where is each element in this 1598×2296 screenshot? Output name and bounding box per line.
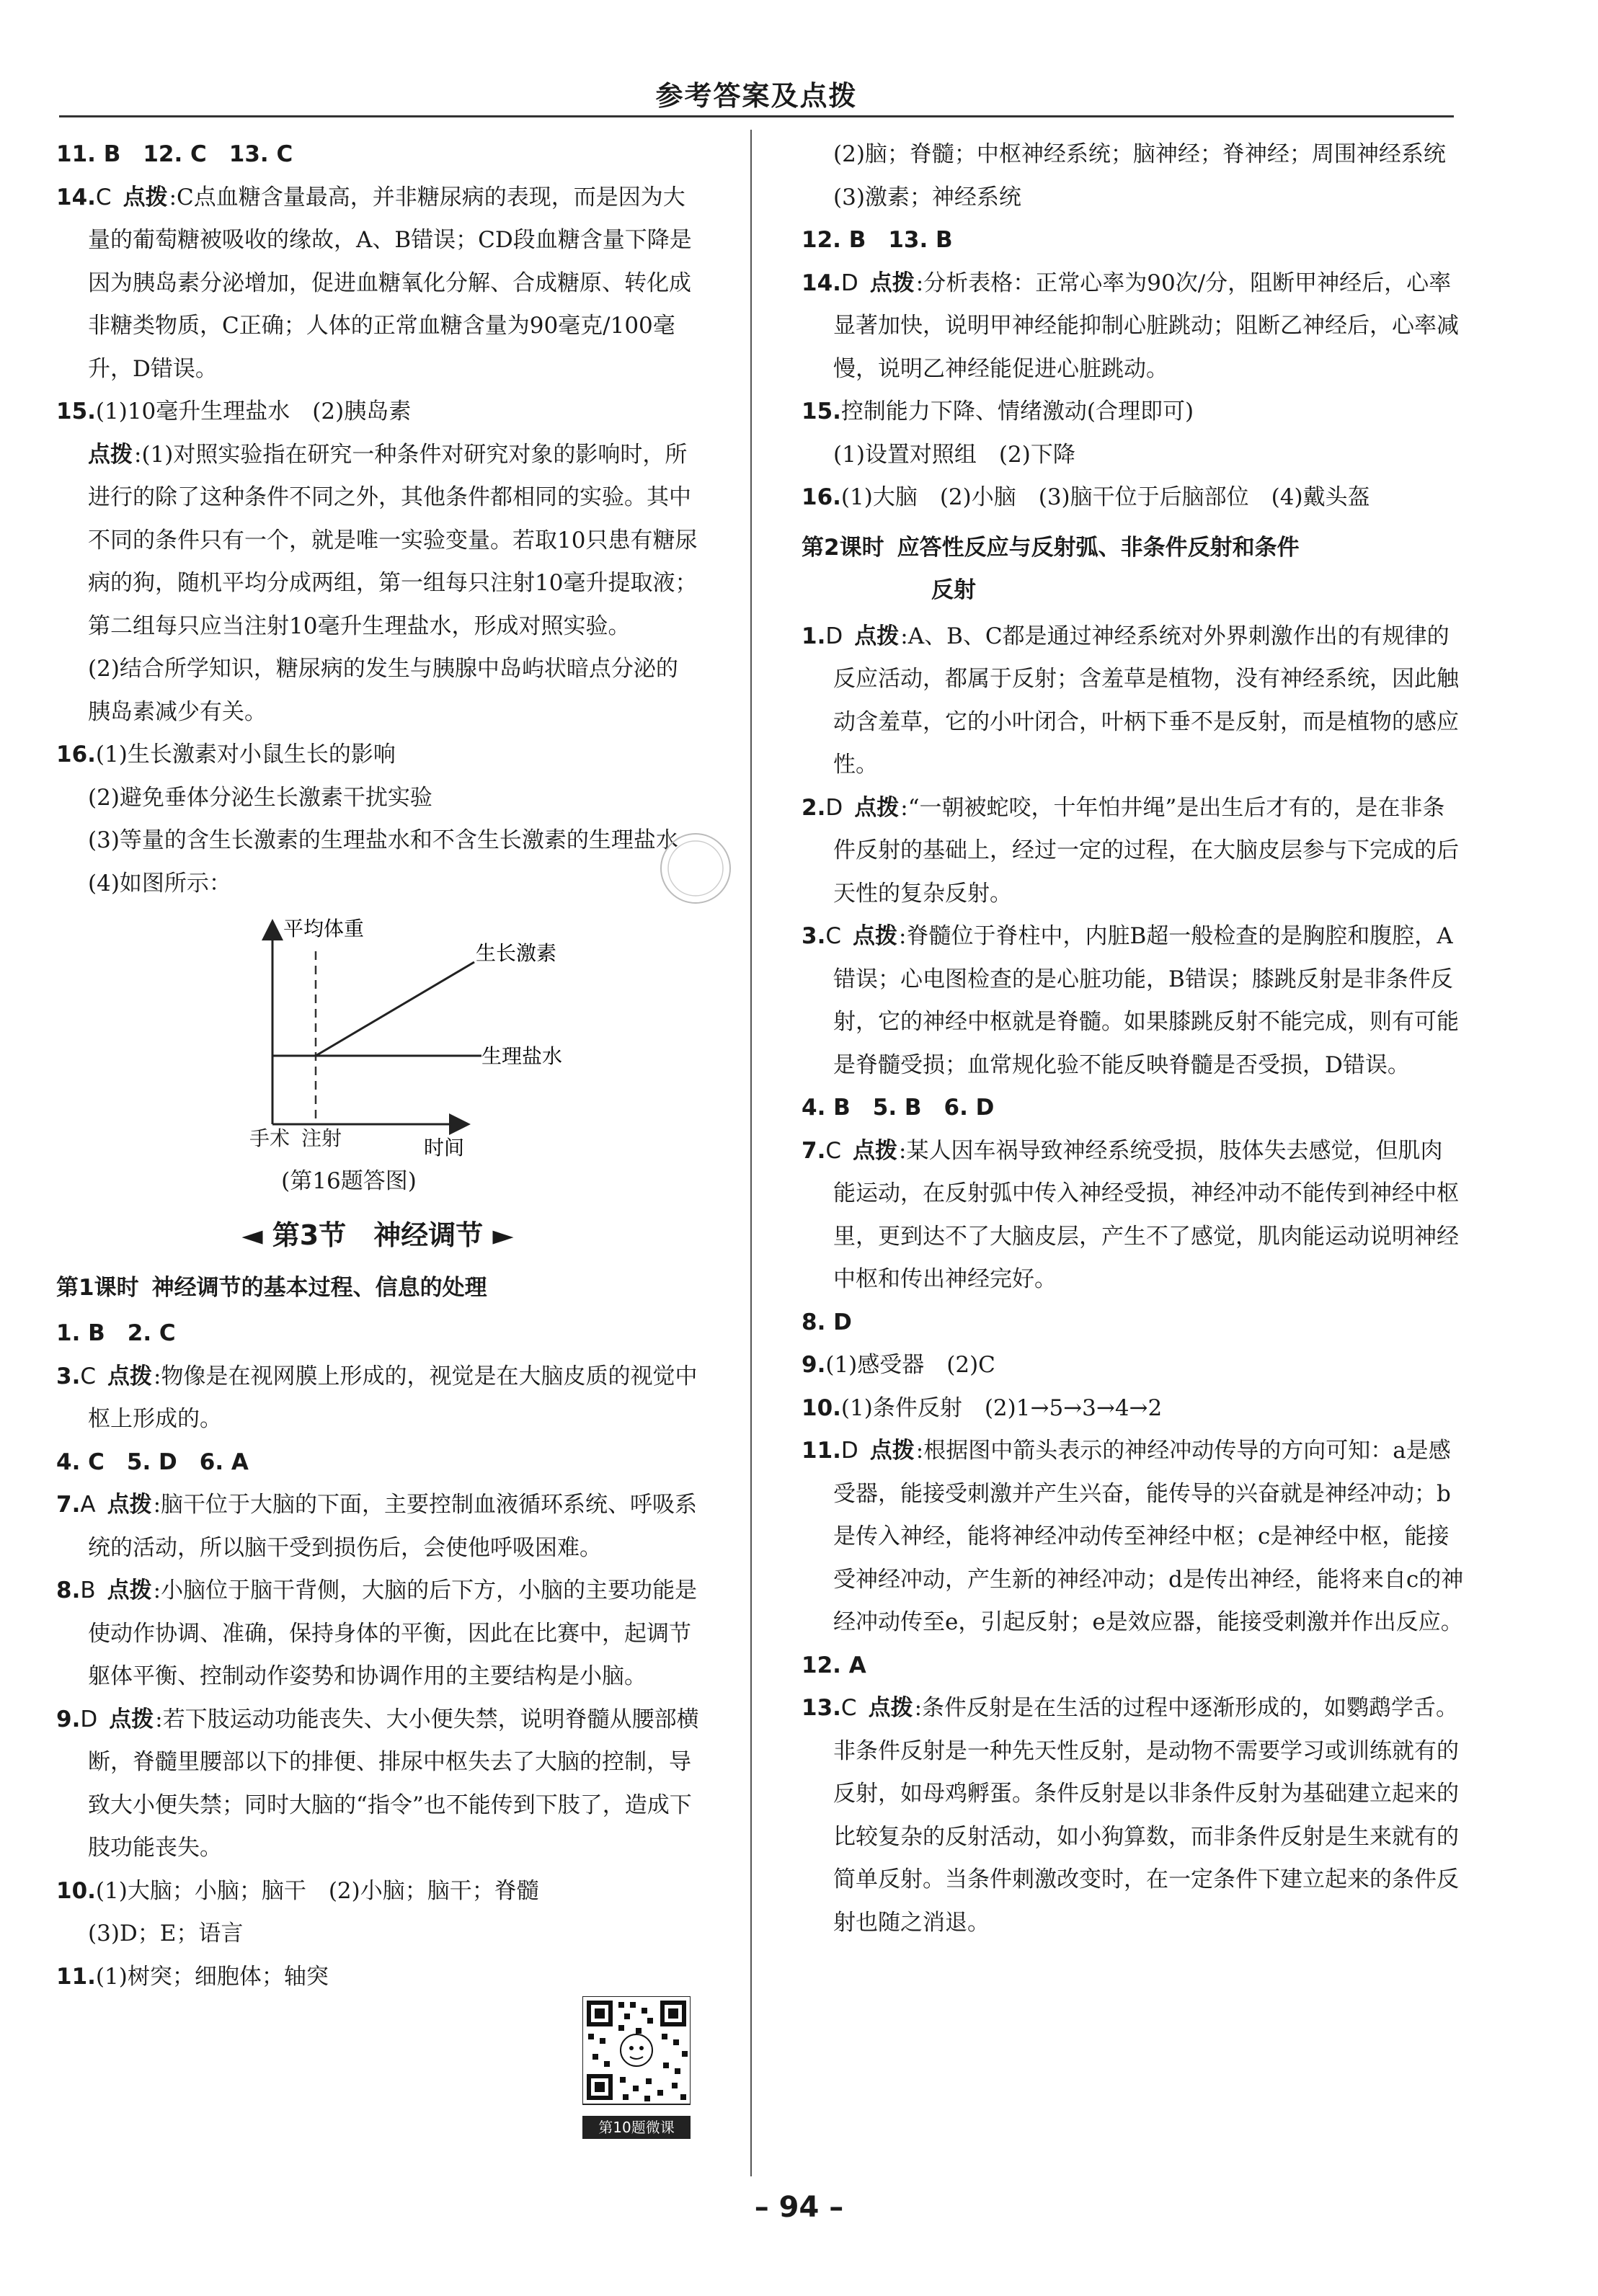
page-header-title: 参考答案及点拨 (655, 80, 858, 112)
lesson2-answer-12: 12. A (802, 1652, 866, 1678)
lesson1-answer-10: 10.(1)大脑；小脑；脑干 (2)小脑；脑干；脊髓 (56, 1877, 539, 1904)
answer-15-tip-1: 点拨:(1)对照实验指在研究一种条件对研究对象的影响时，所进行的除了这种条件不同之外，其他条件都相同的实验。其中不同的条件只有一个，就是唯一实验变量。若取10只患有糖尿病的狗，随机平均分成两组，第一组每只注射10毫升提取液；第二组每只应当注射10毫升生理盐水，形成对照实验。 (88, 441, 698, 639)
surgery-mark-label: 手术 (249, 1126, 290, 1150)
lesson1-answer-4-6: 4. C 5. D 6. A (56, 1449, 249, 1475)
lesson-1-title: 第1课时 神经调节的基本过程、信息的处理 (56, 1274, 487, 1301)
answer-15-right: 15.控制能力下降、情绪激动(合理即可) (802, 399, 1194, 424)
figure-16-caption: (第16题答图) (281, 1168, 417, 1194)
answer-16-part-4: (4)如图所示： (88, 870, 231, 896)
lesson1-answer-10-part-3: (3)D；E；语言 (88, 1921, 244, 1946)
page-number: – 94 – (754, 2191, 844, 2224)
lesson2-answer-7: 7.C 点拨:某人因车祸导致神经系统受损，肢体失去感觉，但肌肉能运动，在反射弧中传入神经受损，神经冲动不能传到神经中枢里，更到达不了大脑皮层，产生不了感觉，肌肉能运动说明神经中枢和传出神经完好。 (802, 1137, 1459, 1292)
lesson-2-title: 第2课时 应答性反应与反射弧、非条件反射和条件 反射 (802, 534, 1300, 603)
lesson2-answer-8: 8. D (802, 1309, 852, 1335)
column-divider (750, 130, 752, 2176)
qr-code-label: 第10题微课 (582, 2116, 691, 2139)
right-column (802, 133, 1465, 1944)
lesson2-answer-3: 3.C 点拨:脊髓位于脊柱中，内脏B超一般检查的是胸腔和腹腔，A错误；心电图检查的是心脏功能，B错误；膝跳反射是非条件反射，它的神经中枢就是脊髓。如果膝跳反射不能完成，则有可能是脊髓受损；血常规化验不能反映脊髓是否受损，D错误。 (802, 923, 1459, 1078)
answer-16-part-2: (2)避免垂体分泌生长激素干扰实验 (88, 784, 432, 811)
answer-11-part-2: (2)脑；脊髓；中枢神经系统；脑神经；脊神经；周围神经系统 (833, 141, 1446, 167)
lesson1-answer-8: 8.B 点拨:小脑位于脑干背侧，大脑的后下方，小脑的主要功能是使动作协调、准确，保持身体的平衡，因此在比赛中，起调节躯体平衡、控制动作姿势和协调作用的主要结构是小脑。 (56, 1578, 698, 1689)
figure-16-marks (56, 1117, 699, 1160)
answer-16-part-3: (3)等量的含生长激素的生理盐水和不含生长激素的生理盐水 (88, 827, 678, 853)
injection-mark-label: 注射 (301, 1126, 342, 1150)
y-axis-label: 平均体重 (283, 917, 365, 940)
watermark-stamp-icon (656, 829, 735, 908)
answer-14-right: 14.D 点拨:分析表格：正常心率为90次/分，阻断甲神经后，心率显著加快，说明甲神经能抑制心脏跳动；阻断乙神经后，心率减慢，说明乙神经能促进心脏跳动。 (802, 270, 1459, 382)
lesson2-answer-10: 10.(1)条件反射 (2)1→5→3→4→2 (802, 1394, 1163, 1421)
lesson1-answer-7: 7.A 点拨:脑干位于大脑的下面，主要控制血液循环系统、呼吸系统的活动，所以脑干受到损伤后，会使他呼吸困难。 (56, 1492, 698, 1561)
qr-code-icon[interactable] (582, 1996, 691, 2124)
answer-11-part-3: (3)激素；神经系统 (833, 184, 1021, 210)
lesson2-answer-13: 13.C 点拨:条件反射是在生活的过程中逐渐形成的，如鹦鹉学舌。非条件反射是一种先天性反射，是动物不需要学习或训练就有的反射，如母鸡孵蛋。条件反射是以非条件反射为基础建立起来的比较复杂的反射活动，如小狗算数，而非条件反射是生来就有的简单反射。当条件刺激改变时，在一定条件下建立起来的条件反射也随之消退。 (802, 1695, 1459, 1936)
saline-label: 生理盐水 (481, 1044, 563, 1068)
lesson2-answer-4-6: 4. B 5. B 6. D (802, 1095, 995, 1121)
lesson1-answer-3: 3.C 点拨:物像是在视网膜上形成的，视觉是在大脑皮质的视觉中枢上形成的。 (56, 1363, 698, 1432)
answer-16-right: 16.(1)大脑 (2)小脑 (3)脑干位于后脑部位 (4)戴头盔 (802, 484, 1370, 510)
answer-15: 15.(1)10毫升生理盐水 (2)胰岛素 (56, 399, 412, 424)
answer-12-13: 12. B 13. B (802, 227, 953, 253)
lesson2-answer-9: 9.(1)感受器 (2)C (802, 1352, 995, 1378)
lesson1-answer-11: 11.(1)树突；细胞体；轴突 (56, 1963, 329, 1990)
growth-hormone-line (316, 962, 474, 1056)
answer-16: 16.(1)生长激素对小鼠生长的影响 (56, 742, 396, 767)
x-axis-label: 时间 (424, 1136, 465, 1160)
section-title: ◄ 第3节 神经调节 ► (241, 1219, 514, 1251)
answer-11-13: 11. B 12. C 13. C (56, 141, 293, 167)
lesson2-answer-11: 11.D 点拨:根据图中箭头表示的神经冲动传导的方向可知：a是感受器，能接受刺激并产生兴奋，能传导的兴奋就是神经冲动；b是传入神经，能将神经冲动传至神经中枢；c是神经中枢，能接受神经冲动，产生新的神经冲动；d是传出神经，能将来自c的神经冲动传至e，引起反射；e是效应器，能接受刺激并作出反应。 (802, 1438, 1464, 1635)
answer-15-right-sub: (1)设置对照组 (2)下降 (833, 441, 1075, 468)
answer-14: 14.C 点拨:C点血糖含量最高，并非糖尿病的表现，而是因为大量的葡萄糖被吸收的缘故，A、B错误；CD段血糖含量下降是因为胰岛素分泌增加，促进血糖氧化分解、合成糖原、转化成非糖类物质，C正确；人体的正常血糖含量为90毫克/100毫升，D错误。 (56, 184, 692, 382)
lesson1-answer-9: 9.D 点拨:若下肢运动功能丧失、大小便失禁，说明脊髓从腰部横断，脊髓里腰部以下的排便、排尿中枢失去了大脑的控制，导致大小便失禁；同时大脑的“指令”也不能传到下肢了，造成下肢功能丧失。 (56, 1706, 699, 1861)
answer-15-tip-2: (2)结合所学知识，糖尿病的发生与胰腺中岛屿状暗点分泌的胰岛素减少有关。 (88, 656, 678, 725)
lesson1-answer-1-2: 1. B 2. C (56, 1320, 176, 1346)
lesson2-answer-1: 1.D 点拨:A、B、C都是通过神经系统对外界刺激作出的有规律的反应活动，都属于反射；含羞草是植物，没有神经系统，因此触动含羞草，它的小叶闭合，叶柄下垂不是反射，而是植物的感应性。 (802, 623, 1459, 778)
header-rule (59, 115, 1454, 117)
growth-hormone-label: 生长激素 (476, 941, 557, 965)
lesson2-answer-2: 2.D 点拨:“一朝被蛇咬，十年怕井绳”是出生后才有的，是在非条件反射的基础上，经过一定的过程，在大脑皮层参与下完成的后天性的复杂反射。 (802, 794, 1459, 907)
left-column (56, 133, 699, 1998)
